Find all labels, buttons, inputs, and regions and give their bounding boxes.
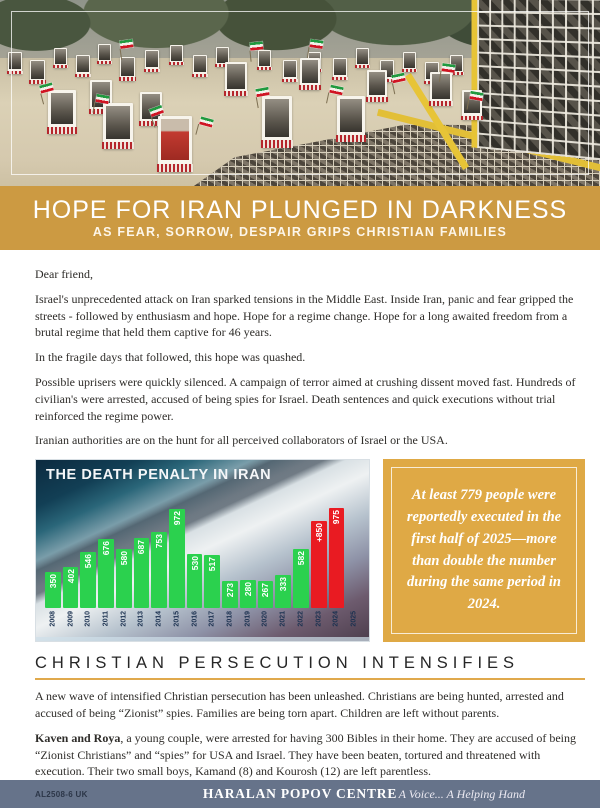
footer-tagline: A Voice... A Helping Hand (398, 786, 525, 801)
memorial-placard (430, 72, 452, 106)
section-heading-rule (35, 678, 585, 680)
body-paragraph: In the fragile days that followed, this hope was quashed. (35, 350, 306, 365)
x-axis-year-label: 2018 (226, 611, 234, 627)
callout-text: At least 779 people were reportedly executed in the first half of 2025—more than double the number during the same period in 2024. (406, 487, 562, 613)
bar-2014 (151, 506, 167, 627)
x-axis-year-label: 2024 (332, 611, 340, 627)
bar-value-label: 753 (154, 533, 165, 548)
memorial-placard (300, 58, 320, 90)
bar-value-label: 333 (278, 576, 289, 591)
iran-flag-icon (442, 63, 456, 73)
x-axis-year-label: 2012 (120, 611, 128, 627)
chart-baseline (36, 637, 369, 641)
memorial-placard (367, 70, 387, 102)
memorial-placard (225, 62, 247, 96)
page-title: HOPE FOR IRAN PLUNGED IN DARKNESS (32, 195, 568, 224)
bar-value-label: 530 (189, 556, 200, 571)
title-banner (0, 186, 600, 250)
bar-value-label: 273 (225, 582, 236, 597)
x-axis-year-label: 2014 (155, 611, 163, 627)
footer-code: AL2508-6 UK (35, 789, 88, 799)
section-paragraph (35, 730, 585, 780)
x-axis-year-label: 2021 (279, 611, 287, 627)
main-content (0, 250, 600, 780)
chart-title: THE DEATH PENALTY IN IRAN (46, 467, 272, 484)
callout-inner-frame (391, 467, 577, 634)
memorial-placard (356, 48, 369, 68)
x-axis-year-label: 2008 (49, 611, 57, 627)
body-paragraph: Possible uprisers were quickly silenced. A campaign of terror aimed at crushing dissent moved fast. Hundreds of civilian's were arrested, accused of being spies for Israel. Death sentences and quick executions without trial reinforced the regime power. (35, 374, 576, 423)
bar-value-label: 517 (207, 557, 218, 572)
chart-callout-row (35, 459, 585, 642)
memorial-placard (193, 55, 207, 77)
bar-2011 (98, 506, 114, 627)
x-axis-year-label: 2019 (244, 611, 252, 627)
bar-2023 (311, 506, 327, 627)
body-paragraph: Israel's unprecedented attack on Iran sparked tensions in the Middle East. Inside Iran, panic and fear gripped the streets - followed by enthusiasm and hope. Hope for a regime change. Hope for a long awaited freedom from a brutal regime that held them captive for 46 years. (35, 291, 574, 340)
memorial-photo (0, 0, 600, 186)
bar-value-label: 280 (242, 581, 253, 596)
memorial-placard (262, 96, 292, 148)
greeting: Dear friend, (35, 267, 93, 281)
x-axis-year-label: 2022 (297, 611, 305, 627)
bar-2017 (204, 506, 220, 627)
bar-2013 (134, 506, 150, 627)
memorial-placard (333, 58, 347, 80)
memorial-placard (170, 45, 183, 65)
bar-value-label: 687 (136, 539, 147, 554)
memorial-placard (258, 50, 271, 70)
memorial-placard (103, 103, 133, 149)
memorial-placard (158, 116, 192, 172)
x-axis-year-label: 2023 (315, 611, 323, 627)
bar-2024 (329, 506, 345, 627)
death-penalty-chart (35, 459, 370, 642)
bar-value-label: 676 (101, 540, 112, 555)
bar-2016 (187, 506, 203, 627)
section-paragraph: A new wave of intensified Christian persecution has been unleashed. Christians are being hunted, arrested and accused of being “Zionist” spies. Families are being torn apart. Children are left without parents. (35, 689, 564, 720)
x-axis-year-label: 2017 (208, 611, 216, 627)
bar-2022 (293, 506, 309, 627)
chart-bars (45, 506, 362, 627)
section-heading: CHRISTIAN PERSECUTION INTENSIFIES (35, 654, 520, 673)
body-paragraph: Iranian authorities are on the hunt for all perceived collaborators of Israel or the USA. (35, 433, 448, 448)
memorial-placard (145, 50, 159, 72)
memorial-placard (98, 44, 111, 64)
iran-flag-icon (310, 39, 324, 49)
memorial-placard (54, 48, 67, 68)
iran-flag-icon (250, 41, 264, 50)
bar-2020 (258, 506, 274, 627)
bar-2009 (63, 506, 79, 627)
memorial-placard (283, 60, 297, 82)
bar-2019 (240, 506, 256, 627)
bar-value-label: 972 (171, 511, 182, 526)
x-axis-year-label: 2015 (173, 611, 181, 627)
memorial-placard (30, 60, 45, 84)
x-axis-year-label: 2020 (261, 611, 269, 627)
memorial-placard (403, 52, 416, 72)
x-axis-year-label: 2009 (67, 611, 75, 627)
footer-org-name: HARALAN POPOV CENTRE (202, 786, 398, 802)
page-subtitle: AS FEAR, SORROW, DESPAIR GRIPS CHRISTIAN FAMILIES (92, 225, 508, 240)
callout-box (383, 459, 585, 642)
bar-2025 (346, 506, 362, 627)
x-axis-year-label: 2013 (137, 611, 145, 627)
names-bold: Kaven and Roya (35, 730, 121, 745)
bar-2018 (222, 506, 238, 627)
memorial-placard (8, 52, 22, 74)
bar-2021 (275, 506, 291, 627)
section-paragraph-text: , a young couple, were arrested for having 300 Bibles in their home. They are accused of being “Zionist Christians” and “spies” for USA and Israel. They have been beaten, tortured and threatened with execution. Their two small boys, Kamand (8) and Kourosh (12) are left parentless. (35, 730, 576, 779)
bar-value-label: 350 (47, 574, 58, 589)
x-axis-year-label: 2011 (102, 611, 110, 627)
x-axis-year-label: 2016 (191, 611, 199, 627)
memorial-placard (48, 90, 76, 134)
bar-value-label: +850 (313, 523, 324, 543)
bar-2008 (45, 506, 61, 627)
bar-value-label: 402 (65, 569, 76, 584)
memorial-placard (337, 96, 365, 142)
memorial-placard (120, 57, 135, 81)
bar-2010 (80, 506, 96, 627)
victim-photo-wall (472, 0, 600, 161)
bar-2012 (116, 506, 132, 627)
x-axis-year-label: 2025 (350, 611, 358, 627)
x-axis-year-label: 2010 (84, 611, 92, 627)
bar-value-label: 546 (83, 554, 94, 569)
bar-value-label: 582 (295, 551, 306, 566)
footer-bar (0, 780, 600, 808)
bar-value-label: 580 (118, 551, 129, 566)
memorial-placard (76, 55, 90, 77)
bar-value-label: 975 (331, 510, 342, 525)
bar-value-label: 267 (260, 582, 271, 597)
bar-2015 (169, 506, 185, 627)
